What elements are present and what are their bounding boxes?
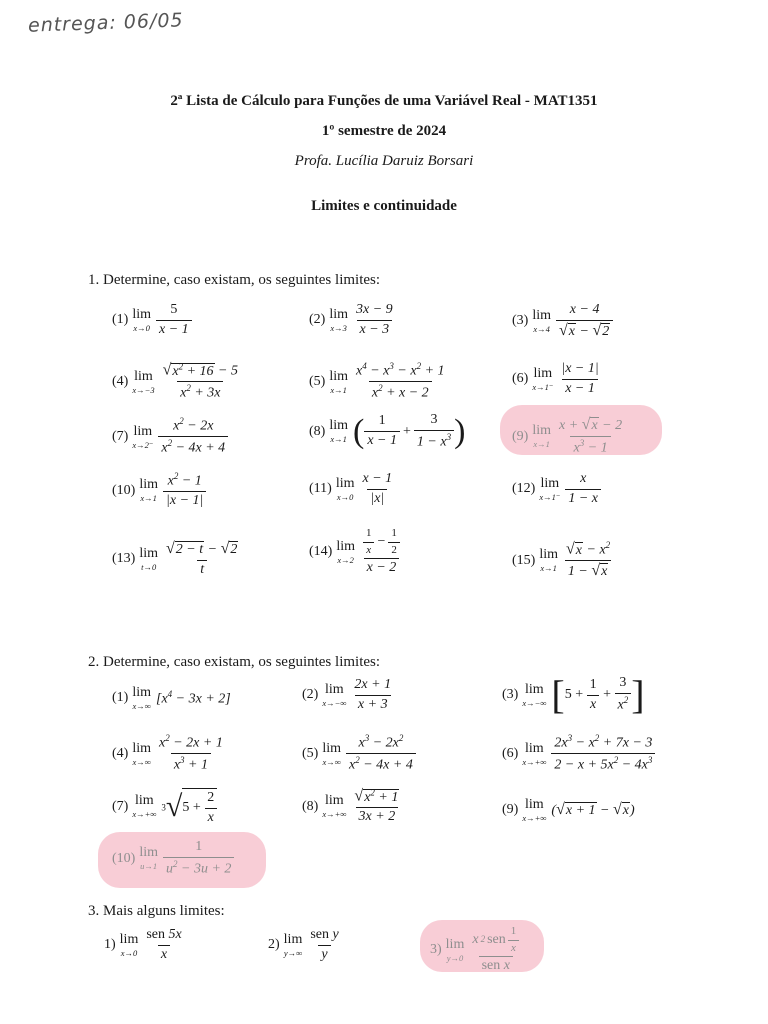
section-2-heading: 2. Determine, caso existam, os seguintes limites:	[88, 654, 381, 670]
professor-name: Profa. Lucília Daruiz Borsari	[294, 153, 474, 169]
exercise-1-3: (3) lim x→4 $\frac{x - 4}{√x - √2}$	[512, 303, 613, 339]
semester: 1º semestre de 2024	[321, 123, 447, 139]
exercise-label: (10)	[112, 482, 136, 498]
exercise-label: (12)	[512, 481, 536, 497]
exercise-label: (4)	[112, 373, 129, 389]
exercise-label: (4)	[112, 745, 129, 761]
exercise-label: (7)	[112, 798, 129, 814]
exercise-label: (5)	[309, 373, 326, 389]
exercise-2-5: (5) lim x→∞ $\frac{x^3 - 2x^2}{x^2 - 4x + 4}$	[302, 734, 416, 774]
exercise-2-9: (9) lim x→+∞ (√x + 1 − √x)	[502, 797, 635, 823]
exercise-2-10: (10) lim u→1 $\frac{1}{u^2 - 3u + 2}$	[112, 840, 234, 877]
exercise-label: (13)	[112, 551, 136, 567]
exercise-1-7: (7) lim x→2⁻ $\frac{x^2 - 2x}{x^2 - 4x + 4}$	[112, 417, 228, 457]
exercise-label: (2)	[302, 687, 319, 703]
exercise-1-13: (13) lim t→0 $\frac{√2 - t - √2}{t}$	[112, 540, 238, 577]
exercise-1-8: (8) lim x→1 ( $\frac{1}{x - 1}$ + $\frac{3}{1 - x^3}$ )	[309, 412, 466, 450]
exercise-label: (8)	[302, 798, 319, 814]
page-title: 2ª Lista de Cálculo para Funções de uma Variável Real - MAT1351	[170, 93, 598, 109]
exercise-label: 3)	[430, 941, 442, 957]
exercise-label: (2)	[309, 312, 326, 328]
exercise-label: 1)	[104, 937, 116, 953]
exercise-1-2: (2) lim x→3 $\frac{3x - 9}{x - 3}$	[309, 302, 393, 337]
exercise-label: (15)	[512, 552, 536, 568]
exercise-label: (9)	[502, 802, 519, 818]
exercise-label: (5)	[302, 745, 319, 761]
exercise-label: (3)	[512, 313, 529, 329]
exercise-3-1: 1) lim x→0 $\frac{\text{sen 5x}}{x}$	[104, 927, 182, 962]
exercise-label: (11)	[309, 481, 332, 497]
handwritten-due-date: entrega: 06/05	[27, 9, 184, 37]
exercise-2-3: (3) lim x→−∞ [ 5 + $\frac{1}{x}$ + $\frac{3}{x^2}$ ]	[502, 672, 645, 717]
exercise-1-11: (11) lim x→0 $\frac{x - 1}{|x|}$	[309, 471, 393, 506]
section-3-heading: 3. Mais alguns limites:	[88, 903, 225, 919]
exercise-label: (7)	[112, 428, 129, 444]
exercise-2-8: (8) lim x→+∞ $\frac{√x^2 + 1}{3x + 2}$	[302, 787, 399, 825]
exercise-label: (3)	[502, 687, 519, 702]
exercise-1-12: (12) lim x→1⁻ $\frac{x}{1 - x}$	[512, 472, 601, 506]
exercise-label: (1)	[112, 312, 129, 328]
exercise-1-5: (5) lim x→1 $\frac{x^4 - x^3 - x^2 + 1}{x^2 + x - 2}$	[309, 361, 445, 401]
exercise-label: (9)	[512, 428, 529, 444]
exercise-label: (6)	[512, 371, 529, 387]
exercise-1-14: (14) lim x→2 $\frac{1}{x}$ − $\frac{1}{2}$ x − 2	[309, 528, 403, 576]
exercise-2-4: (4) lim x→∞ $\frac{x^2 - 2x + 1}{x^3 + 1}$	[112, 733, 223, 773]
exercise-2-1: (1) lim x→∞ $[x^4 - 3x + 2]$	[112, 685, 231, 711]
exercise-3-3: 3) lim y→0 x 2 sen $\frac{1}{x}$ sen x	[430, 926, 522, 974]
exercise-1-6: (6) lim x→1⁻ $\frac{|x - 1|}{x - 1}$	[512, 361, 599, 396]
exercise-label: (8)	[309, 423, 326, 439]
exercise-label: 2)	[268, 937, 280, 953]
exercise-2-2: (2) lim x→−∞ $\frac{2x + 1}{x + 3}$	[302, 677, 392, 712]
topic-heading: Limites e continuidade	[311, 198, 457, 214]
exercise-1-10: (10) lim x→1 $\frac{x^2 - 1}{|x - 1|}$	[112, 472, 206, 509]
exercise-label: (10)	[112, 850, 136, 866]
section-1-heading: 1. Determine, caso existam, os seguintes limites:	[88, 272, 381, 288]
exercise-1-4: (4) lim x→−3 $\frac{√x^2 + 16 - 5}{x^2 + 3x}$	[112, 361, 238, 402]
exercise-label: (6)	[502, 745, 519, 761]
exercise-2-7: (7) lim x→+∞ $^3$√ 5 + $\frac{2}{x}$	[112, 788, 217, 825]
exercise-label: (14)	[309, 543, 333, 559]
exercise-1-9: (9) lim x→1 $\frac{x + √x - 2}{x^3 - 1}$	[512, 416, 623, 456]
exercise-3-2: 2) lim y→∞ $\frac{\text{sen y}}{y}$	[268, 927, 339, 962]
exercise-1-15: (15) lim x→1 $\frac{√x - x^2}{1 - √x}$	[512, 540, 611, 580]
exercise-2-6: (6) lim x→+∞ $\frac{2x^3 - x^2 + 7x - 3}{2 - x + 5x^2 - 4x^3}$	[502, 734, 655, 774]
exercise-1-1: (1) lim x→0 $\frac{5}{x - 1}$	[112, 303, 192, 337]
exercise-label: (1)	[112, 690, 129, 706]
